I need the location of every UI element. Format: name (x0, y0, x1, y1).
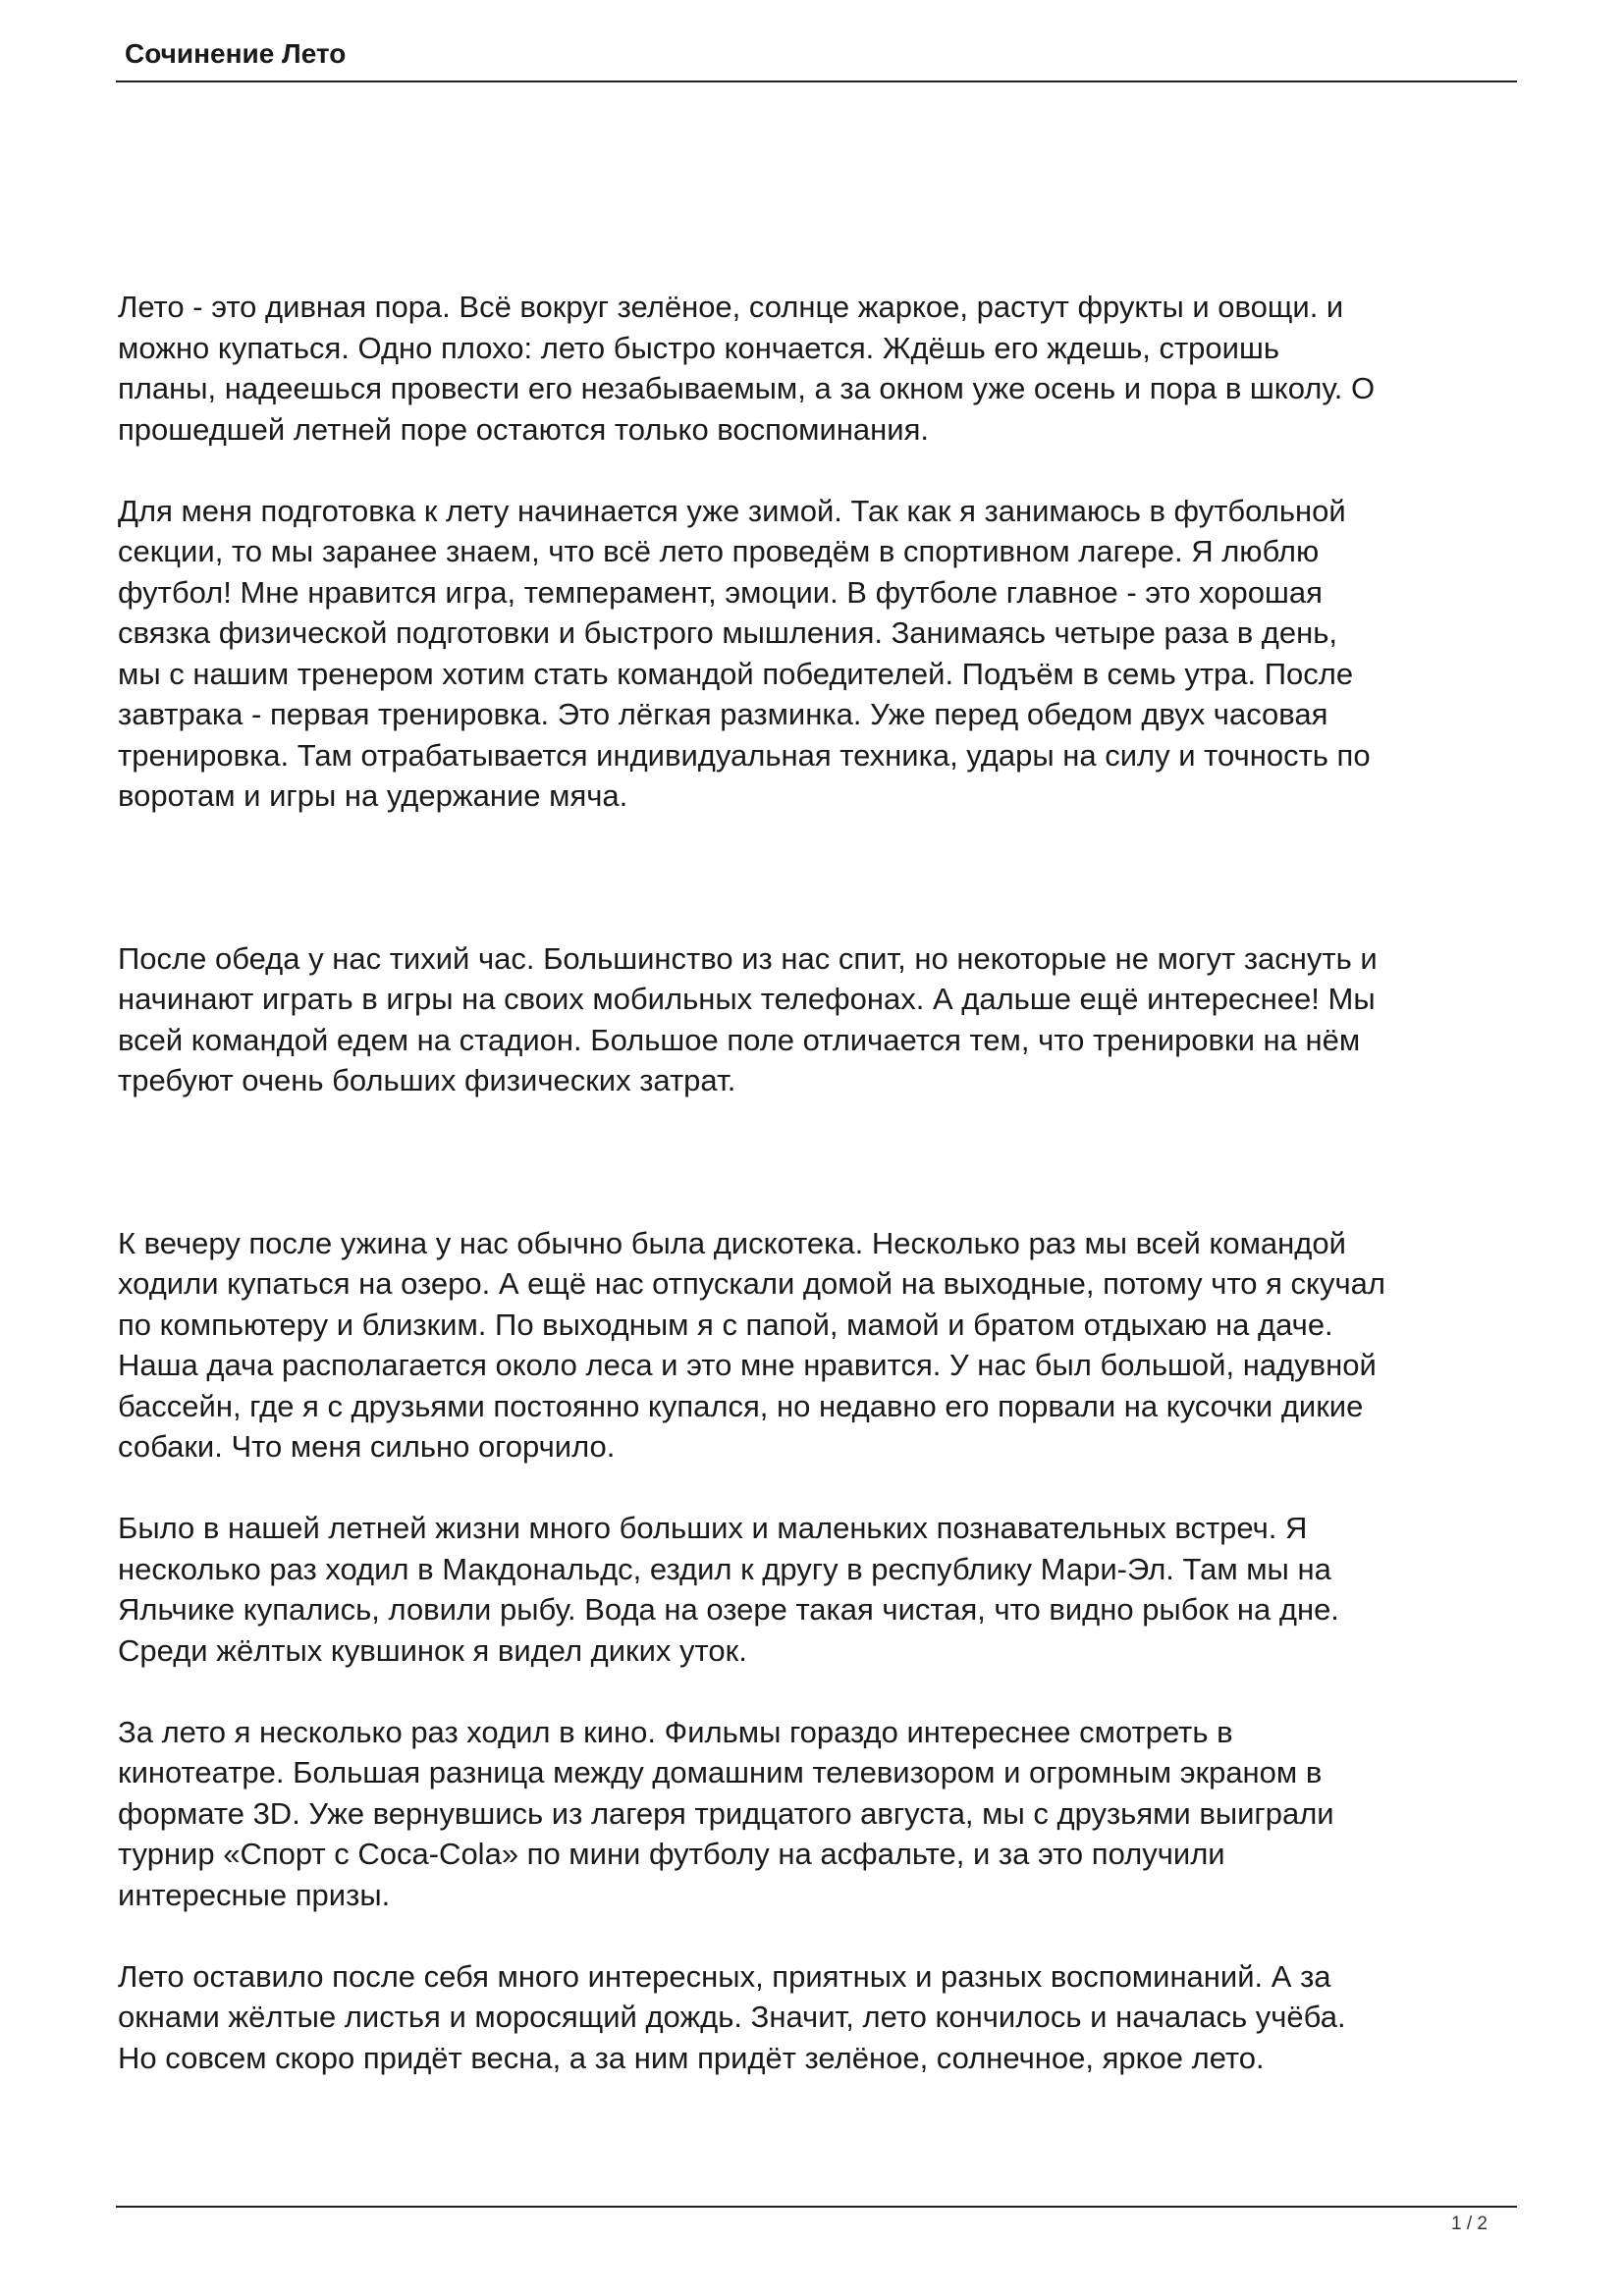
text-line: секции, то мы заранее знаем, что всё лето проведём в спортивном лагере. Я люблю (118, 534, 1320, 568)
paragraph-spacer (118, 1101, 1522, 1223)
paragraph-cinema (118, 1712, 1522, 1916)
text-line: К вечеру после ужина у нас обычно была дискотека. Несколько раз мы всей командой (118, 1225, 1346, 1260)
paragraph-afternoon (118, 938, 1522, 1101)
page-number: 1 / 2 (1451, 2214, 1488, 2234)
text-line: можно купаться. Одно плохо: лето быстро кончается. Ждёшь его ждешь, строишь (118, 330, 1279, 365)
text-line: формате 3D. Уже вернувшись из лагеря тридцатого августа, мы с друзьями выиграли (118, 1795, 1334, 1831)
text-line: Лето - это дивная пора. Всё вокруг зелёное, солнце жаркое, растут фрукты и овощи. и (118, 290, 1344, 324)
text-line: несколько раз ходил в Макдональдс, ездил к другу в республику Мари-Эл. Там мы на (118, 1551, 1331, 1586)
paragraph-spacer (118, 450, 1522, 491)
text-line: по компьютеру и близким. По выходным я с папой, мамой и братом отдыхаю на даче. (118, 1307, 1333, 1342)
text-line: требуют очень больших физических затрат. (118, 1063, 736, 1097)
paragraph-evening (118, 1223, 1522, 1468)
paragraph-intro (118, 287, 1522, 450)
text-line: Яльчике купались, ловили рыбу. Вода на озере такая чистая, что видно рыбок на дне. (118, 1592, 1339, 1627)
text-line: За лето я несколько раз ходил в кино. Фильмы гораздо интереснее смотреть в (118, 1714, 1233, 1749)
text-line: кинотеатре. Большая разница между домашним телевизором и огромным экраном в (118, 1755, 1323, 1789)
text-line: бассейн, где я с друзьями постоянно купался, но недавно его порвали на кусочки дикие (118, 1388, 1364, 1423)
text-line: Лето оставило после себя много интересных, приятных и разных воспоминаний. А за (118, 1958, 1331, 1994)
paragraph-conclusion (118, 1956, 1522, 2079)
paragraph-preparation (118, 491, 1522, 817)
text-line: футбол! Мне нравится игра, темперамент, эмоции. В футболе главное - это хорошая (118, 574, 1323, 610)
text-line: Наша дача располагается около леса и это мне нравится. У нас был большой, надувной (118, 1348, 1377, 1382)
paragraph-spacer (118, 1915, 1522, 1956)
text-line: прошедшей летней поре остаются только воспоминания. (118, 411, 930, 447)
text-line: Среди жёлтых кувшинок я видел диких уток. (118, 1632, 747, 1668)
text-line: окнами жёлтые листья и моросящий дождь. Значит, лето кончилось и началась учёба. (118, 2000, 1346, 2034)
page-header (116, 33, 1517, 82)
text-line: начинают играть в игры на своих мобильных телефонах. А дальше ещё интереснее! Мы (118, 982, 1376, 1016)
text-line: тренировка. Там отрабатывается индивидуальная техника, удары на силу и точность по (118, 737, 1371, 773)
text-line: мы с нашим тренером хотим стать командой победителей. Подъём в семь утра. После (118, 656, 1354, 691)
paragraph-spacer (118, 817, 1522, 938)
paragraph-spacer (118, 1468, 1522, 1509)
page-footer (116, 2206, 1517, 2234)
text-line: завтрака - первая тренировка. Это лёгкая разминка. Уже перед обедом двух часовая (118, 697, 1328, 731)
text-line: Но совсем скоро придёт весна, а за ним придёт зелёное, солнечное, яркое лето. (118, 2040, 1265, 2075)
text-line: связка физической подготовки и быстрого мышления. Занимаясь четыре раза в день, (118, 615, 1338, 650)
text-line: Для меня подготовка к лету начинается уже зимой. Так как я занимаюсь в футбольной (118, 493, 1346, 528)
paragraph-spacer (118, 1671, 1522, 1712)
text-line: собаки. Что меня сильно огорчило. (118, 1429, 616, 1464)
paragraph-meetings (118, 1508, 1522, 1671)
document-body (118, 287, 1522, 2078)
text-line: интересные призы. (118, 1877, 391, 1912)
text-line: После обеда у нас тихий час. Большинство из нас спит, но некоторые не могут заснуть и (118, 940, 1378, 976)
text-line: турнир «Спорт с Coca-Cola» по мини футболу на асфальте, и за это получили (118, 1837, 1225, 1871)
text-line: всей командой едем на стадион. Большое поле отличается тем, что тренировки на нём (118, 1022, 1361, 1057)
text-line: воротам и игры на удержание мяча. (118, 778, 628, 813)
document-title: Сочинение Лето (125, 38, 347, 69)
text-line: ходили купаться на озеро. А ещё нас отпускали домой на выходные, потому что я скучал (118, 1266, 1385, 1301)
text-line: планы, надеешься провести его незабываемым, а за окном уже осень и пора в школу. О (118, 371, 1376, 405)
text-line: Было в нашей летней жизни много больших и маленьких познавательных встреч. Я (118, 1511, 1308, 1545)
